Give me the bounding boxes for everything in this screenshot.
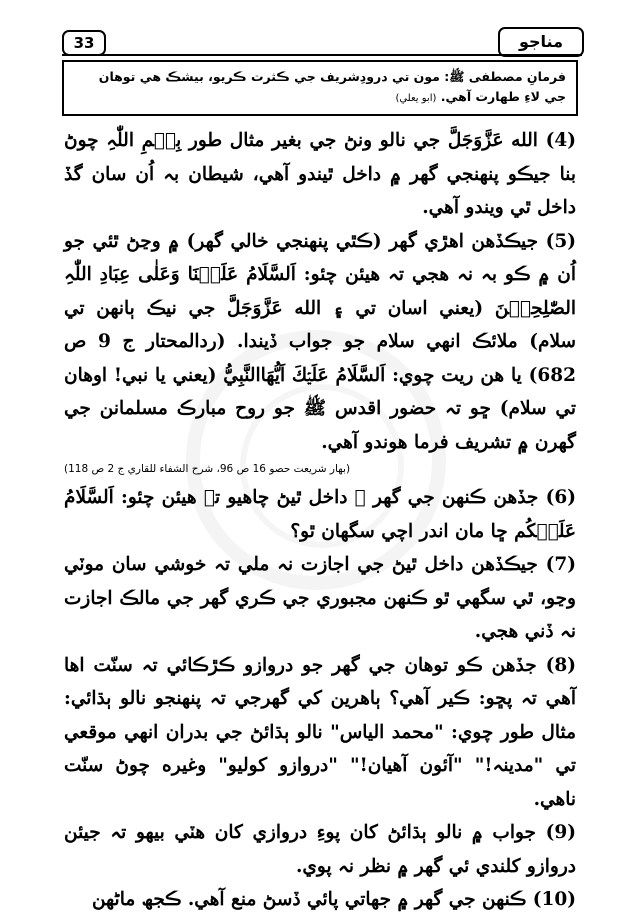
paragraph-5 — [64, 225, 576, 460]
paragraph-9 — [64, 816, 576, 883]
paragraph-number: (5) — [545, 230, 576, 252]
paragraph-8 — [64, 649, 576, 817]
citation: (بهار شريعت حصو 16 ص 96، شرح الشفاء للقاري ج 2 ص 118) — [64, 463, 351, 475]
paragraph-text: ڪنهن جي گهر ۾ جهاتي پائي ڏسڻ منع آهي. ڪجھ ماڻهن — [91, 889, 527, 910]
paragraph-text: جيڪڏهن اهڙي گهر (ڪٿي پنهنجي خالي گهر) ۾ وڃڻ ٿئي جو اُن ۾ ڪو بہ نہ هجي تہ هيئن چئو: اَلسَّلَامُ عَلَيۡنَا وَعَلٰى عِبَادِ اللّٰہِ الصّٰلِحِيۡنَ (يعني اسان تي ۽ الله عَزَّوَجَلَّ جي نيڪ ٻانهن تي سلام) ملائڪ انهي سلام جو جواب ڏيندا. (ردالمحتار ج 9 ص 682) يا هن ريت چوي: اَلسَّلَامُ عَلَيۡكَ اَيُّهَاالنَّبِيُّ (يعني يا نبي! اوهان تي سلام) ڇو تہ حضور اقدس ﷺ جو روح مبارڪ مسلمانن جي گهرن ۾ تشريف فرما هوندو آهي. — [64, 230, 576, 453]
paragraph-text: جڏهن ڪنهن جي گهر ۾ داخل ٿيڻ چاهيو تہ هيئن چئو: اَلسَّلَامُ عَلَيۡكُم ڇا مان اندر اچي سگهان ٿو؟ — [64, 487, 576, 542]
paragraph-7 — [64, 548, 576, 649]
paragraph-10 — [64, 883, 576, 917]
paragraph-number: (9) — [545, 822, 576, 843]
main-text — [64, 124, 576, 917]
paragraph-text: جواب ۾ نالو ٻڌائڻ کان پوءِ دروازي کان هٽي بيهو تہ جيئن دروازو کلندي ئي گهر ۾ نظر نہ پوي. — [64, 822, 576, 877]
book-title: مناجو — [498, 27, 584, 57]
hadith-box — [62, 60, 578, 116]
paragraph-6 — [64, 481, 576, 548]
paragraph-text: جيڪڏهن داخل ٿيڻ جي اجازت نہ ملي تہ خوشي سان موٽي وڃو، ٿي سگهي ٿو ڪنهن مجبوري جي ڪري گهر جي مالڪ اجازت نہ ڏني هجي. — [64, 554, 576, 642]
paragraph-number: (10) — [532, 889, 576, 910]
paragraph-text: الله عَزَّوَجَلَّ جي نالو ونڻ جي بغير مثال طور بِسۡمِ اللّٰہِ چوڻ بنا جيڪو پنهنجي گھر ۾ داخل ٿيندو آهي، شيطان بہ اُن سان گڏ داخل ٿي ويندو آهي. — [64, 130, 576, 218]
page-number: 33 — [62, 30, 106, 56]
paragraph-number: (6) — [545, 487, 576, 508]
paragraph-number: (8) — [545, 654, 576, 676]
hadith-text: فرمانِ مصطفی ﷺ: مون تي درودِشريف جي ڪثرت ڪريو، بيشڪ هي توهان جي لاءِ طهارت آهي. — [98, 69, 566, 104]
header-divider — [62, 54, 582, 56]
hadith-reference: (ابو يعلي) — [395, 93, 437, 104]
paragraph-number: (7) — [545, 554, 576, 575]
paragraph-text: جڏهن ڪو توهان جي گهر جو دروازو ڪڙڪائي تہ سنّت اها آهي تہ پڇو: ڪير آهي؟ ٻاهرين کي گهرجي تہ پنهنجو نالو ٻڌائي: مثال طور چوي: "محمد الياس" نالو ٻڌائڻ جي بدران انهي موقعي تي "مدينہ!" "آئون آهيان!" "دروازو کوليو" وغيره چوڻ سنّت ناهي. — [64, 654, 576, 810]
paragraph-4 — [64, 124, 576, 225]
paragraph-number: (4) — [545, 130, 576, 151]
